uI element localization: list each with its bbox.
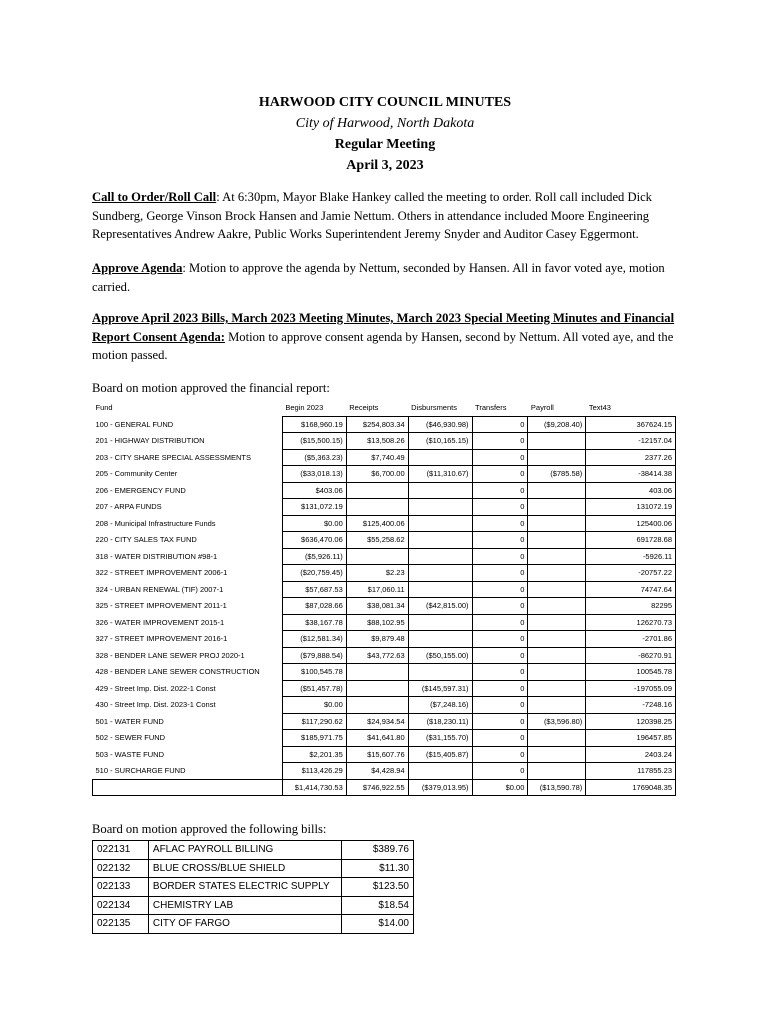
amount-cell: 0 [472, 565, 528, 582]
amount-cell: 0 [472, 614, 528, 631]
amount-cell [346, 664, 408, 681]
amount-cell [528, 433, 586, 450]
amount-cell: $0.00 [282, 697, 346, 714]
fund-name-cell: 205 - Community Center [95, 469, 178, 479]
total-amount-cell: $746,922.55 [346, 779, 408, 796]
consent-agenda-paragraph [92, 309, 682, 365]
financial-table-row [93, 449, 676, 466]
column-header: Text43 [588, 402, 611, 412]
amount-cell [346, 680, 408, 697]
fund-name-cell: 100 - GENERAL FUND [95, 419, 174, 429]
call-to-order-paragraph [92, 188, 682, 244]
column-header: Fund [95, 403, 113, 412]
amount-cell: $38,081.34 [346, 598, 408, 615]
financial-table-body [93, 416, 676, 796]
amount-cell [346, 548, 408, 565]
bills-intro: Board on motion approved the following bills: [92, 822, 327, 836]
amount-cell [408, 548, 472, 565]
fund-name-cell: 208 - Municipal Infrastructure Funds [95, 518, 216, 528]
fund-name-cell: 430 - Street Imp. Dist. 2023-1 Const [95, 700, 216, 710]
financial-table-total-row [93, 779, 676, 796]
bill-row [93, 859, 414, 878]
amount-cell: 74747.64 [586, 581, 676, 598]
total-amount-cell: ($13,590.78) [528, 779, 586, 796]
fund-name-cell: 207 - ARPA FUNDS [95, 502, 162, 512]
amount-cell: ($15,500.15) [282, 433, 346, 450]
financial-table-row [93, 713, 676, 730]
amount-cell: $2,201.35 [282, 746, 346, 763]
amount-cell [528, 598, 586, 615]
consent-agenda-text: Motion to approve consent agenda by Hansen, second by Nettum. All voted aye, and the motion passed. [92, 329, 674, 362]
fund-name-cell: 206 - EMERGENCY FUND [95, 485, 186, 495]
amount-cell: ($9,208.40) [528, 416, 586, 433]
amount-cell [528, 482, 586, 499]
amount-cell: $88,102.95 [346, 614, 408, 631]
amount-cell: $2.23 [346, 565, 408, 582]
amount-cell [408, 515, 472, 532]
meeting-date: April 3, 2023 [346, 158, 424, 173]
amount-cell: $131,072.19 [282, 499, 346, 516]
amount-cell: 691728.68 [586, 532, 676, 549]
fund-name-cell: 502 - SEWER FUND [95, 733, 166, 743]
amount-cell: ($50,155.00) [408, 647, 472, 664]
amount-cell: 0 [472, 449, 528, 466]
amount-cell [408, 581, 472, 598]
amount-cell [528, 763, 586, 780]
amount-cell: 2403.24 [586, 746, 676, 763]
amount-cell: 100545.78 [586, 664, 676, 681]
amount-cell: 0 [472, 680, 528, 697]
amount-cell [528, 581, 586, 598]
city-name: City of Harwood, North Dakota [295, 116, 475, 131]
amount-cell: ($33,018.13) [282, 466, 346, 483]
amount-cell [528, 614, 586, 631]
amount-cell: $55,258.62 [346, 532, 408, 549]
amount-cell: $6,700.00 [346, 466, 408, 483]
approve-agenda-text: : Motion to approve the agenda by Nettum, seconded by Hansen. All in favor voted aye, motion carried. [92, 261, 665, 294]
amount-cell: $185,971.75 [282, 730, 346, 747]
amount-cell: $7,740.49 [346, 449, 408, 466]
amount-cell [346, 482, 408, 499]
amount-cell [408, 631, 472, 648]
column-header: Receipts [349, 402, 379, 412]
fund-name-cell: 510 - SURCHARGE FUND [95, 766, 186, 775]
amount-cell: -7248.16 [586, 697, 676, 714]
amount-cell: -38414.38 [586, 466, 676, 483]
financial-table-row [93, 614, 676, 631]
amount-cell [528, 499, 586, 516]
document-title: HARWOOD CITY COUNCIL MINUTES [258, 95, 512, 110]
amount-cell: ($10,165.15) [408, 433, 472, 450]
amount-cell: -20757.22 [586, 565, 676, 582]
amount-cell [408, 763, 472, 780]
amount-cell: 120398.25 [586, 713, 676, 730]
amount-cell [528, 746, 586, 763]
bills-table-body [93, 841, 414, 934]
amount-cell: $117,290.62 [282, 713, 346, 730]
amount-cell [408, 614, 472, 631]
amount-cell: 0 [472, 697, 528, 714]
amount-cell [528, 532, 586, 549]
amount-cell: ($31,155.70) [408, 730, 472, 747]
amount-cell: 367624.15 [586, 416, 676, 433]
total-amount-cell: ($379,013.95) [408, 779, 472, 796]
financial-table-row [93, 433, 676, 450]
amount-cell: -2701.86 [586, 631, 676, 648]
financial-report-intro: Board on motion approved the financial report: [92, 381, 330, 395]
amount-cell: ($51,457.78) [282, 680, 346, 697]
amount-cell [528, 515, 586, 532]
financial-table-row [93, 482, 676, 499]
fund-name-cell: 501 - WATER FUND [95, 716, 164, 726]
financial-table-row [93, 730, 676, 747]
fund-name-cell: 326 - WATER IMPROVEMENT 2015-1 [95, 617, 225, 627]
amount-cell [346, 499, 408, 516]
amount-cell [346, 697, 408, 714]
bills-table [92, 840, 414, 934]
amount-cell [408, 449, 472, 466]
amount-cell: -197055.09 [586, 680, 676, 697]
amount-cell: 117855.23 [586, 763, 676, 780]
financial-table-row [93, 697, 676, 714]
amount-cell: $125,400.06 [346, 515, 408, 532]
column-header: Begin 2023 [285, 402, 324, 412]
financial-table-row [93, 466, 676, 483]
amount-cell: 0 [472, 482, 528, 499]
consent-agenda-heading: Approve April 2023 Bills, March 2023 Meeting Minutes, March 2023 Special Meeting Minutes and Financial Report Consent Agenda: [92, 311, 675, 344]
financial-table-row [93, 746, 676, 763]
amount-cell: 0 [472, 598, 528, 615]
amount-cell: ($3,596.80) [528, 713, 586, 730]
financial-table-row [93, 598, 676, 615]
bill-number-cell: 022135 [93, 915, 149, 934]
total-amount-cell: $0.00 [472, 779, 528, 796]
bill-vendor-cell: CHEMISTRY LAB [148, 896, 341, 915]
amount-cell [528, 664, 586, 681]
amount-cell: $87,028.66 [282, 598, 346, 615]
column-header: Disbursments [411, 402, 457, 412]
approve-agenda-heading: Approve Agenda [92, 261, 183, 275]
amount-cell [408, 499, 472, 516]
amount-cell: 0 [472, 466, 528, 483]
bill-number-cell: 022131 [93, 841, 149, 860]
bill-row [93, 841, 414, 860]
amount-cell: $4,428.94 [346, 763, 408, 780]
financial-table-row [93, 664, 676, 681]
amount-cell: 0 [472, 647, 528, 664]
bill-number-cell: 022132 [93, 859, 149, 878]
amount-cell: 131072.19 [586, 499, 676, 516]
bill-number-cell: 022133 [93, 878, 149, 897]
amount-cell: $636,470.06 [282, 532, 346, 549]
amount-cell: 125400.06 [586, 515, 676, 532]
financial-table-row [93, 548, 676, 565]
amount-cell: 0 [472, 763, 528, 780]
amount-cell: 403.06 [586, 482, 676, 499]
amount-cell: $168,960.19 [282, 416, 346, 433]
bill-vendor-cell: CITY OF FARGO [148, 915, 341, 934]
amount-cell: 0 [472, 499, 528, 516]
amount-cell: -5926.11 [586, 548, 676, 565]
amount-cell: 82295 [586, 598, 676, 615]
amount-cell: $9,879.48 [346, 631, 408, 648]
bill-amount-cell: $14.00 [342, 915, 414, 934]
fund-name-cell: 201 - HIGHWAY DISTRIBUTION [95, 436, 205, 446]
amount-cell: $113,426.29 [282, 763, 346, 780]
amount-cell [528, 680, 586, 697]
fund-name-cell: 220 - CITY SALES TAX FUND [95, 535, 197, 545]
amount-cell [528, 730, 586, 747]
bill-vendor-cell: BORDER STATES ELECTRIC SUPPLY [148, 878, 341, 897]
amount-cell: ($145,597.31) [408, 680, 472, 697]
amount-cell: 126270.73 [586, 614, 676, 631]
bill-number-cell: 022134 [93, 896, 149, 915]
amount-cell: ($5,926.11) [282, 548, 346, 565]
amount-cell: ($11,310.67) [408, 466, 472, 483]
amount-cell: $254,803.34 [346, 416, 408, 433]
amount-cell: 0 [472, 416, 528, 433]
fund-name-cell: 327 - STREET IMPROVEMENT 2016-1 [95, 634, 228, 644]
amount-cell: ($42,815.00) [408, 598, 472, 615]
fund-name-cell: 428 - BENDER LANE SEWER CONSTRUCTION [95, 667, 260, 677]
financial-table-row [93, 631, 676, 648]
amount-cell: ($5,363.23) [282, 449, 346, 466]
fund-name-cell: 322 - STREET IMPROVEMENT 2006-1 [95, 568, 228, 578]
amount-cell: ($12,581.34) [282, 631, 346, 648]
bill-row [93, 896, 414, 915]
amount-cell [408, 532, 472, 549]
amount-cell [528, 697, 586, 714]
bill-row [93, 915, 414, 934]
amount-cell: ($15,405.87) [408, 746, 472, 763]
fund-name-cell: 324 - URBAN RENEWAL (TIF) 2007-1 [95, 584, 224, 594]
amount-cell: $403.06 [282, 482, 346, 499]
amount-cell: 0 [472, 713, 528, 730]
amount-cell: 196457.85 [586, 730, 676, 747]
fund-name-cell: 325 - STREET IMPROVEMENT 2011-1 [95, 601, 227, 611]
amount-cell: 0 [472, 631, 528, 648]
amount-cell: -12157.04 [586, 433, 676, 450]
bill-vendor-cell: AFLAC PAYROLL BILLING [148, 841, 341, 860]
fund-name-cell: 328 - BENDER LANE SEWER PROJ 2020-1 [95, 650, 245, 660]
call-to-order-heading: Call to Order/Roll Call [92, 190, 217, 204]
financial-table-header-row [93, 399, 676, 416]
bill-amount-cell: $389.76 [342, 841, 414, 860]
amount-cell: $43,772.63 [346, 647, 408, 664]
amount-cell: 0 [472, 730, 528, 747]
amount-cell: ($785.58) [528, 466, 586, 483]
amount-cell: ($7,248.16) [408, 697, 472, 714]
amount-cell [408, 565, 472, 582]
amount-cell: 0 [472, 433, 528, 450]
amount-cell [528, 631, 586, 648]
amount-cell: $100,545.78 [282, 664, 346, 681]
financial-report-table [92, 399, 676, 796]
amount-cell [528, 449, 586, 466]
amount-cell [528, 647, 586, 664]
total-amount-cell: $1,414,730.53 [282, 779, 346, 796]
amount-cell [528, 565, 586, 582]
bill-amount-cell: $123.50 [342, 878, 414, 897]
column-header: Transfers [475, 402, 507, 412]
amount-cell: 0 [472, 664, 528, 681]
financial-table-row [93, 499, 676, 516]
amount-cell: 0 [472, 515, 528, 532]
amount-cell: $15,607.76 [346, 746, 408, 763]
amount-cell: 0 [472, 581, 528, 598]
financial-table-row [93, 515, 676, 532]
amount-cell: ($79,888.54) [282, 647, 346, 664]
financial-table-row [93, 416, 676, 433]
amount-cell [408, 664, 472, 681]
amount-cell: 2377.26 [586, 449, 676, 466]
amount-cell: 0 [472, 532, 528, 549]
amount-cell [408, 482, 472, 499]
total-label-cell [93, 779, 283, 796]
amount-cell: $0.00 [282, 515, 346, 532]
bill-row [93, 878, 414, 897]
financial-table-row [93, 565, 676, 582]
minutes-header [0, 92, 770, 176]
bill-amount-cell: $11.30 [342, 859, 414, 878]
financial-table-row [93, 647, 676, 664]
amount-cell: $57,687.53 [282, 581, 346, 598]
call-to-order-text: : At 6:30pm, Mayor Blake Hankey called the meeting to order. Roll call included Dick Sundberg, George Vinson Brock Hansen and Jamie Nettum. Others in attendance included Moore Engineering Representatives Andrew Aakre, Public Works Superintendent Jeremy Snyder and Auditor Casey Eggermont. [92, 190, 652, 241]
bill-vendor-cell: BLUE CROSS/BLUE SHIELD [148, 859, 341, 878]
amount-cell: ($20,759.45) [282, 565, 346, 582]
amount-cell [528, 548, 586, 565]
amount-cell: $13,508.26 [346, 433, 408, 450]
approve-agenda-paragraph [92, 259, 682, 296]
financial-table-row [93, 680, 676, 697]
financial-table-row [93, 532, 676, 549]
fund-name-cell: 429 - Street Imp. Dist. 2022-1 Const [95, 683, 216, 693]
financial-table-row [93, 581, 676, 598]
fund-name-cell: 503 - WASTE FUND [95, 749, 164, 759]
amount-cell: ($46,930.98) [408, 416, 472, 433]
financial-table-row [93, 763, 676, 780]
amount-cell: $38,167.78 [282, 614, 346, 631]
amount-cell: 0 [472, 746, 528, 763]
column-header: Payroll [530, 402, 554, 412]
fund-name-cell: 318 - WATER DISTRIBUTION #98-1 [95, 551, 218, 561]
fund-name-cell: 203 - CITY SHARE SPECIAL ASSESSMENTS [95, 452, 251, 462]
amount-cell: 0 [472, 548, 528, 565]
amount-cell: -86270.91 [586, 647, 676, 664]
meeting-type: Regular Meeting [334, 137, 436, 152]
amount-cell: $17,060.11 [346, 581, 408, 598]
amount-cell: $24,934.54 [346, 713, 408, 730]
amount-cell: $41,641.80 [346, 730, 408, 747]
total-amount-cell: 1769048.35 [586, 779, 676, 796]
amount-cell: ($18,230.11) [408, 713, 472, 730]
bill-amount-cell: $18.54 [342, 896, 414, 915]
